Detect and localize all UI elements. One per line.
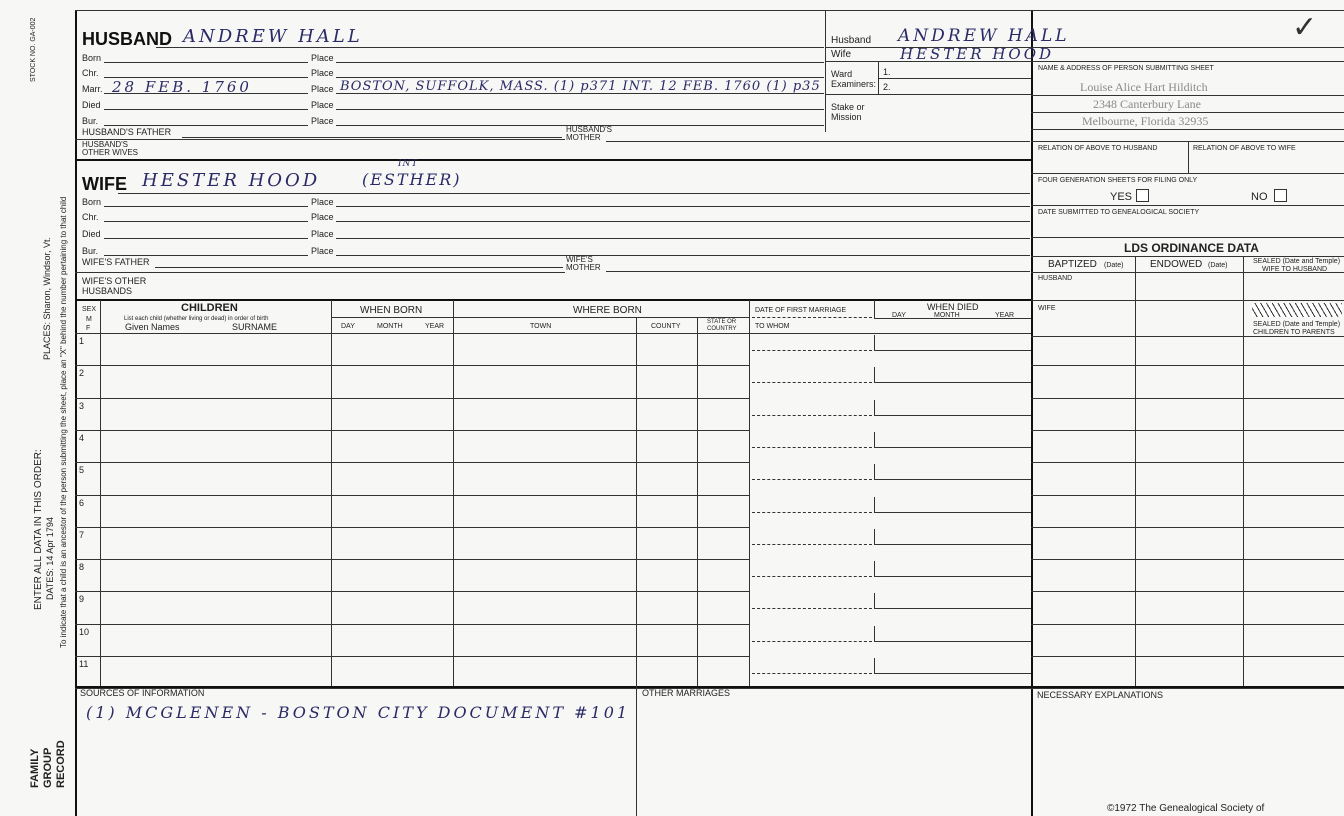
to-whom-label: TO WHOM	[755, 323, 790, 330]
children-sex-label: SEX	[82, 306, 97, 313]
instruction-order: ENTER ALL DATA IN THIS ORDER:	[33, 449, 44, 610]
check-mark: ✓	[1292, 11, 1318, 44]
child-row-line	[75, 365, 749, 366]
child-row-line	[75, 462, 749, 463]
rh-husband-label: Husband	[831, 35, 872, 46]
lds-row-line	[1031, 430, 1344, 431]
form-title-record: RECORD	[55, 740, 67, 788]
lds-wife-label: WIFE	[1038, 305, 1056, 312]
husband-chr-place-label: Place	[311, 68, 334, 78]
husband-label: HUSBAND	[82, 29, 172, 49]
form-title-group: GROUP	[42, 747, 54, 788]
lds-baptized-date: (Date)	[1104, 262, 1124, 269]
child-row-line	[75, 591, 749, 592]
child-died-bracket	[874, 497, 1031, 513]
child-row-number: 11	[79, 659, 89, 669]
lds-row-line	[1031, 365, 1344, 366]
frame-right-col-divider	[1031, 10, 1033, 816]
sources-label: SOURCES OF INFORMATION	[80, 688, 205, 698]
lds-hatch	[1252, 303, 1342, 317]
lds-row-line	[1031, 559, 1344, 560]
wife-other-husbands-label2: HUSBANDS	[82, 286, 133, 296]
husband-marr-date: 28 FEB. 1760	[112, 78, 252, 96]
child-row-number: 9	[79, 594, 85, 604]
child-died-bracket	[874, 400, 1031, 416]
rh-examiners-label: Examiners:	[831, 79, 877, 89]
wife-name: HESTER HOOD	[142, 170, 321, 191]
husband-chr-label: Chr.	[82, 68, 99, 78]
lds-row-line	[1031, 527, 1344, 528]
wife-other-husbands-label: WIFE'S OTHER	[82, 276, 147, 286]
instruction-ancestor: To indicate that a child is an ancestor of the person submitting the sheet, place an "X" behind the number pertaining to that child	[59, 196, 68, 648]
wife-born-place-label: Place	[311, 197, 334, 207]
yes-label: YES	[1110, 191, 1133, 203]
husband-marr-place-label: Place	[311, 84, 334, 94]
yes-checkbox[interactable]	[1136, 189, 1149, 202]
children-note: List each child (whether living or dead) in order of birth	[124, 316, 269, 322]
lds-row-line	[1031, 688, 1344, 689]
died-day-label: DAY	[892, 312, 906, 319]
child-marriage-dash	[752, 382, 872, 383]
no-label: NO	[1251, 191, 1268, 203]
child-marriage-dash	[752, 447, 872, 448]
lds-sealed-children-label: SEALED (Date and Temple)	[1253, 321, 1341, 328]
children-given-label: Given Names	[125, 322, 180, 332]
husband-father-label: HUSBAND'S FATHER	[82, 127, 172, 137]
other-marriages-label: OTHER MARRIAGES	[642, 688, 731, 698]
wife-died-label: Died	[82, 229, 101, 239]
children-f-label: F	[86, 325, 91, 332]
husband-died-label: Died	[82, 100, 101, 110]
husband-mother-label2: MOTHER	[566, 133, 601, 142]
rh-husband-name: ANDREW HALL	[898, 26, 1070, 46]
form-title-family: FAMILY	[29, 748, 41, 788]
child-row-number: 10	[79, 627, 90, 637]
wife-mother-label: WIFE'S	[566, 255, 593, 264]
child-died-bracket	[874, 626, 1031, 642]
child-row-number: 8	[79, 562, 85, 572]
child-marriage-dash	[752, 576, 872, 577]
submitter-address2: Melbourne, Florida 32935	[1082, 114, 1209, 128]
children-m-label: M	[86, 316, 92, 323]
child-died-bracket	[874, 367, 1031, 383]
child-died-bracket	[874, 335, 1031, 351]
lds-row-line	[1031, 495, 1344, 496]
wife-bur-place-label: Place	[311, 246, 334, 256]
when-died-label: WHEN DIED	[927, 302, 979, 312]
children-title: CHILDREN	[181, 302, 238, 314]
child-row-number: 3	[79, 401, 85, 411]
died-month-label: MONTH	[934, 312, 960, 319]
lds-row-line	[1031, 591, 1344, 592]
child-row-line	[75, 559, 749, 560]
husband-other-wives-label: HUSBAND'S	[82, 140, 128, 149]
four-gen-label: FOUR GENERATION SHEETS FOR FILING ONLY	[1038, 177, 1198, 184]
lds-baptized-label: BAPTIZED	[1048, 259, 1097, 270]
rh-wife-name: HESTER HOOD	[900, 45, 1055, 63]
child-row-number: 4	[79, 433, 85, 443]
child-row-number: 1	[79, 336, 85, 346]
child-row-line	[75, 398, 749, 399]
husband-bur-label: Bur.	[82, 116, 99, 126]
wife-alt-note: INT	[398, 159, 419, 169]
instruction-dates: DATES: 14 Apr 1794	[45, 517, 55, 600]
wife-died-place-label: Place	[311, 229, 334, 239]
child-marriage-dash	[752, 415, 872, 416]
town-label: TOWN	[530, 323, 552, 330]
lds-row-line	[1031, 462, 1344, 463]
husband-marr-place: BOSTON, SUFFOLK, MASS. (1) p371 INT. 12 FEB. 1760 (1) p35	[340, 79, 821, 94]
wife-born-label: Born	[82, 197, 102, 207]
child-died-bracket	[874, 561, 1031, 577]
county-label: COUNTY	[651, 323, 681, 330]
frame-left	[75, 10, 77, 816]
born-year-label: YEAR	[425, 323, 445, 330]
born-month-label: MONTH	[377, 323, 403, 330]
child-marriage-dash	[752, 350, 872, 351]
husband-bur-place-label: Place	[311, 116, 334, 126]
rh-stake-label: Stake or	[831, 102, 865, 112]
submitter-label: NAME & ADDRESS OF PERSON SUBMITTING SHEET	[1038, 65, 1214, 72]
husband-mother-label: HUSBAND'S	[566, 125, 612, 134]
rh-wife-label: Wife	[831, 49, 851, 60]
stock-number: STOCK NO. GA-002	[30, 17, 37, 82]
lds-title: LDS ORDINANCE DATA	[1124, 241, 1259, 255]
child-row-line	[75, 688, 1031, 689]
child-row-number: 5	[79, 465, 85, 475]
lds-row-line	[1031, 656, 1344, 657]
child-died-bracket	[874, 593, 1031, 609]
child-died-bracket	[874, 432, 1031, 448]
child-row-line	[75, 527, 749, 528]
instruction-places: PLACES: Sharon, Windsor, Vt.	[42, 236, 52, 360]
lds-endowed-label: ENDOWED	[1150, 259, 1203, 270]
child-row-number: 2	[79, 368, 85, 378]
rh-examiner-2: 2.	[883, 82, 891, 92]
child-marriage-dash	[752, 544, 872, 545]
relation-wife-label: RELATION OF ABOVE TO WIFE	[1193, 145, 1296, 152]
when-born-label: WHEN BORN	[360, 305, 423, 316]
lds-sealed-wife-label: SEALED (Date and Temple)	[1253, 258, 1341, 265]
wife-mother-label2: MOTHER	[566, 263, 601, 272]
child-died-bracket	[874, 529, 1031, 545]
child-died-bracket	[874, 464, 1031, 480]
lds-endowed-date: (Date)	[1208, 262, 1228, 269]
lds-row-line	[1031, 624, 1344, 625]
state-label: STATE OR	[707, 319, 737, 325]
lds-sealed-children-label2: CHILDREN TO PARENTS	[1253, 329, 1335, 336]
no-checkbox[interactable]	[1274, 189, 1287, 202]
sources-text: (1) MCGLENEN - BOSTON CITY DOCUMENT #101	[86, 703, 631, 722]
copyright: ©1972 The Genealogical Society of	[1107, 803, 1265, 814]
country-label: COUNTRY	[707, 326, 737, 332]
rh-mission-label: Mission	[831, 112, 862, 122]
child-row-line	[75, 495, 749, 496]
child-row-line	[75, 430, 749, 431]
wife-chr-place-label: Place	[311, 212, 334, 222]
relation-husband-label: RELATION OF ABOVE TO HUSBAND	[1038, 145, 1158, 152]
rh-examiner-1: 1.	[883, 67, 891, 77]
husband-other-wives-label2: OTHER WIVES	[82, 148, 139, 157]
husband-marr-label: Marr.	[82, 84, 103, 94]
husband-name: ANDREW HALL	[183, 26, 363, 47]
first-marriage-label: DATE OF FIRST MARRIAGE	[755, 307, 847, 314]
rh-ward-label: Ward	[831, 69, 853, 79]
child-marriage-dash	[752, 512, 872, 513]
child-marriage-dash	[752, 673, 872, 674]
child-died-bracket	[874, 658, 1031, 674]
wife-label: WIFE	[82, 174, 127, 194]
lds-sealed-wife-label2: WIFE TO HUSBAND	[1262, 266, 1328, 273]
lds-row-line	[1031, 398, 1344, 399]
child-row-line	[75, 624, 749, 625]
died-year-label: YEAR	[995, 312, 1015, 319]
submitter-name: Louise Alice Hart Hilditch	[1080, 80, 1208, 94]
wife-father-label: WIFE'S FATHER	[82, 257, 150, 267]
child-marriage-dash	[752, 608, 872, 609]
husband-right-divider	[825, 10, 826, 132]
child-row-line	[75, 656, 749, 657]
submitter-address1: 2348 Canterbury Lane	[1093, 97, 1201, 111]
necessary-explanations-label: NECESSARY EXPLANATIONS	[1037, 690, 1164, 700]
child-row-number: 7	[79, 530, 85, 540]
husband-died-place-label: Place	[311, 100, 334, 110]
wife-chr-label: Chr.	[82, 212, 99, 222]
born-day-label: DAY	[341, 323, 355, 330]
children-surname-label: SURNAME	[232, 322, 278, 332]
child-marriage-dash	[752, 641, 872, 642]
husband-born-label: Born	[82, 53, 102, 63]
date-submitted-label: DATE SUBMITTED TO GENEALOGICAL SOCIETY	[1038, 209, 1200, 216]
lds-husband-label: HUSBAND	[1038, 275, 1073, 282]
husband-born-place-label: Place	[311, 53, 334, 63]
where-born-label: WHERE BORN	[573, 305, 642, 316]
wife-bur-label: Bur.	[82, 246, 99, 256]
wife-alt-name: (ESTHER)	[362, 170, 462, 189]
child-row-number: 6	[79, 498, 85, 508]
child-marriage-dash	[752, 479, 872, 480]
